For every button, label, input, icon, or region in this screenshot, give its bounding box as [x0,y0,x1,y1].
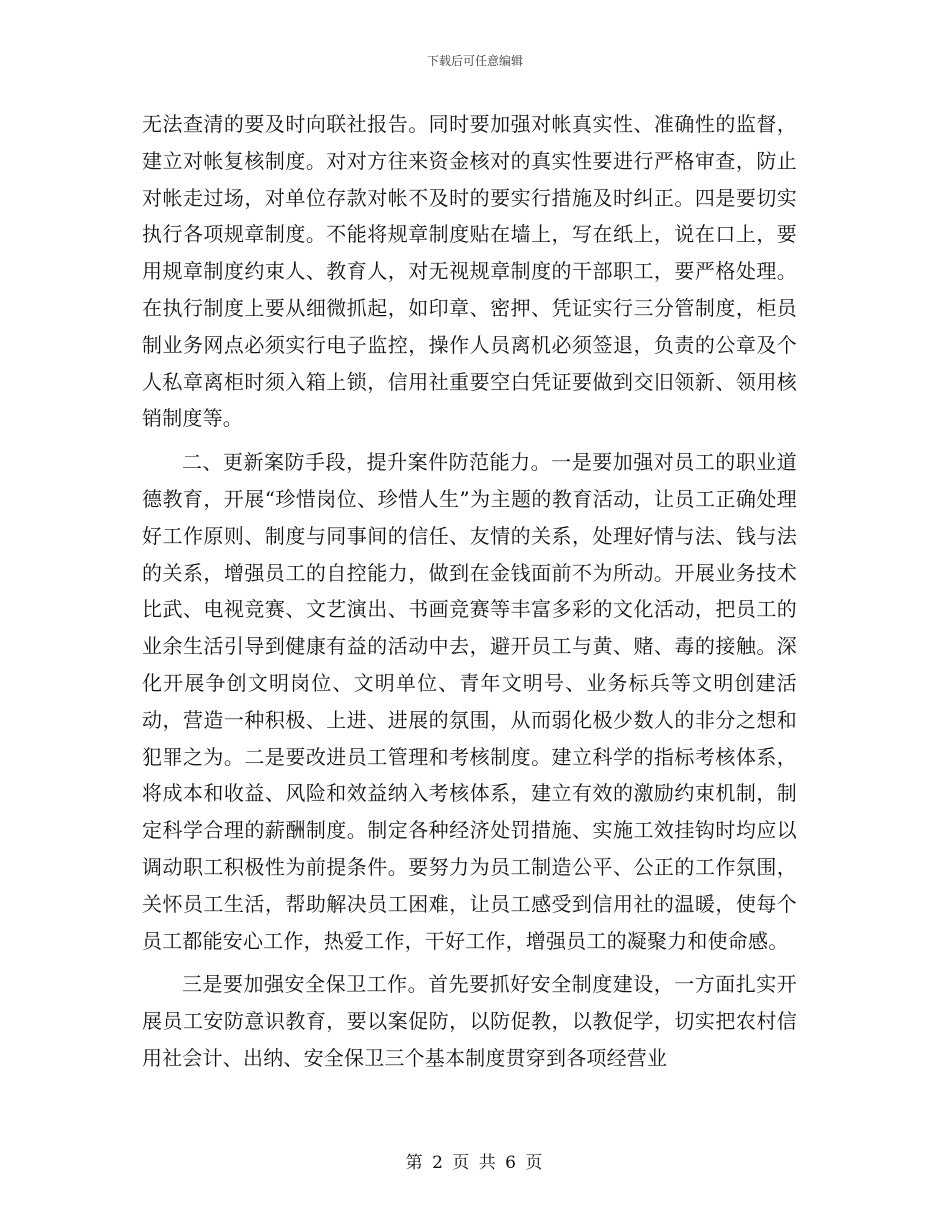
paragraph-1: 无法查清的要及时向联社报告。同时要加强对帐真实性、准确性的监督，建立对帐复核制度。对对方往来资金核对的真实性要进行严格审查，防止对帐走过场，对单位存款对帐不及时的要实行措施及时纠正。四是要切实执行各项规章制度。不能将规章制度贴在墙上，写在纸上，说在口上，要用规章制度约束人、教育人，对无视规章制度的干部职工，要严格处理。在执行制度上要从细微抓起，如印章、密押、凭证实行三分管制度，柜员制业务网点必须实行电子监控，操作人员离机必须签退，负责的公章及个人私章离柜时须入箱上锁，信用社重要空白凭证要做到交旧领新、领用核销制度等。 [142,112,797,431]
paragraph-3: 三是要加强安全保卫工作。首先要抓好安全制度建设，一方面扎实开展员工安防意识教育，要以案促防，以防促教，以教促学，切实把农村信用社会计、出纳、安全保卫三个基本制度贯穿到各项经营业 [142,972,797,1070]
document-body [142,106,797,1084]
page-number-footer: 第 2 页 共 6 页 [405,1153,545,1173]
paragraph-2: 二、更新案防手段，提升案件防范能力。一是要加强对员工的职业道德教育，开展“珍惜岗位、珍惜人生”为主题的教育活动，让员工正确处理好工作原则、制度与同事间的信任、友情的关系，处理好情与法、钱与法的关系，增强员工的自控能力，做到在金钱面前不为所动。开展业务技术比武、电视竞赛、文艺演出、书画竞赛等丰富多彩的文化活动，把员工的业余生活引导到健康有益的活动中去，避开员工与黄、赌、毒的接触。深化开展争创文明岗位、文明单位、青年文明号、业务标兵等文明创建活动，营造一种积极、上进、进展的氛围，从而弱化极少数人的非分之想和犯罪之为。二是要改进员工管理和考核制度。建立科学的指标考核体系，将成本和收益、风险和效益纳入考核体系，建立有效的激励约束机制，制定科学合理的薪酬制度。制定各种经济处罚措施、实施工效挂钩时均应以调动职工积极性为前提条件。要努力为员工制造公平、公正的工作氛围，关怀员工生活，帮助解决员工困难，让员工感受到信用社的温暖，使每个员工都能安心工作，热爱工作，干好工作，增强员工的凝聚力和使命感。 [142,450,797,953]
page-header: 下载后可任意编辑 [426,54,523,68]
